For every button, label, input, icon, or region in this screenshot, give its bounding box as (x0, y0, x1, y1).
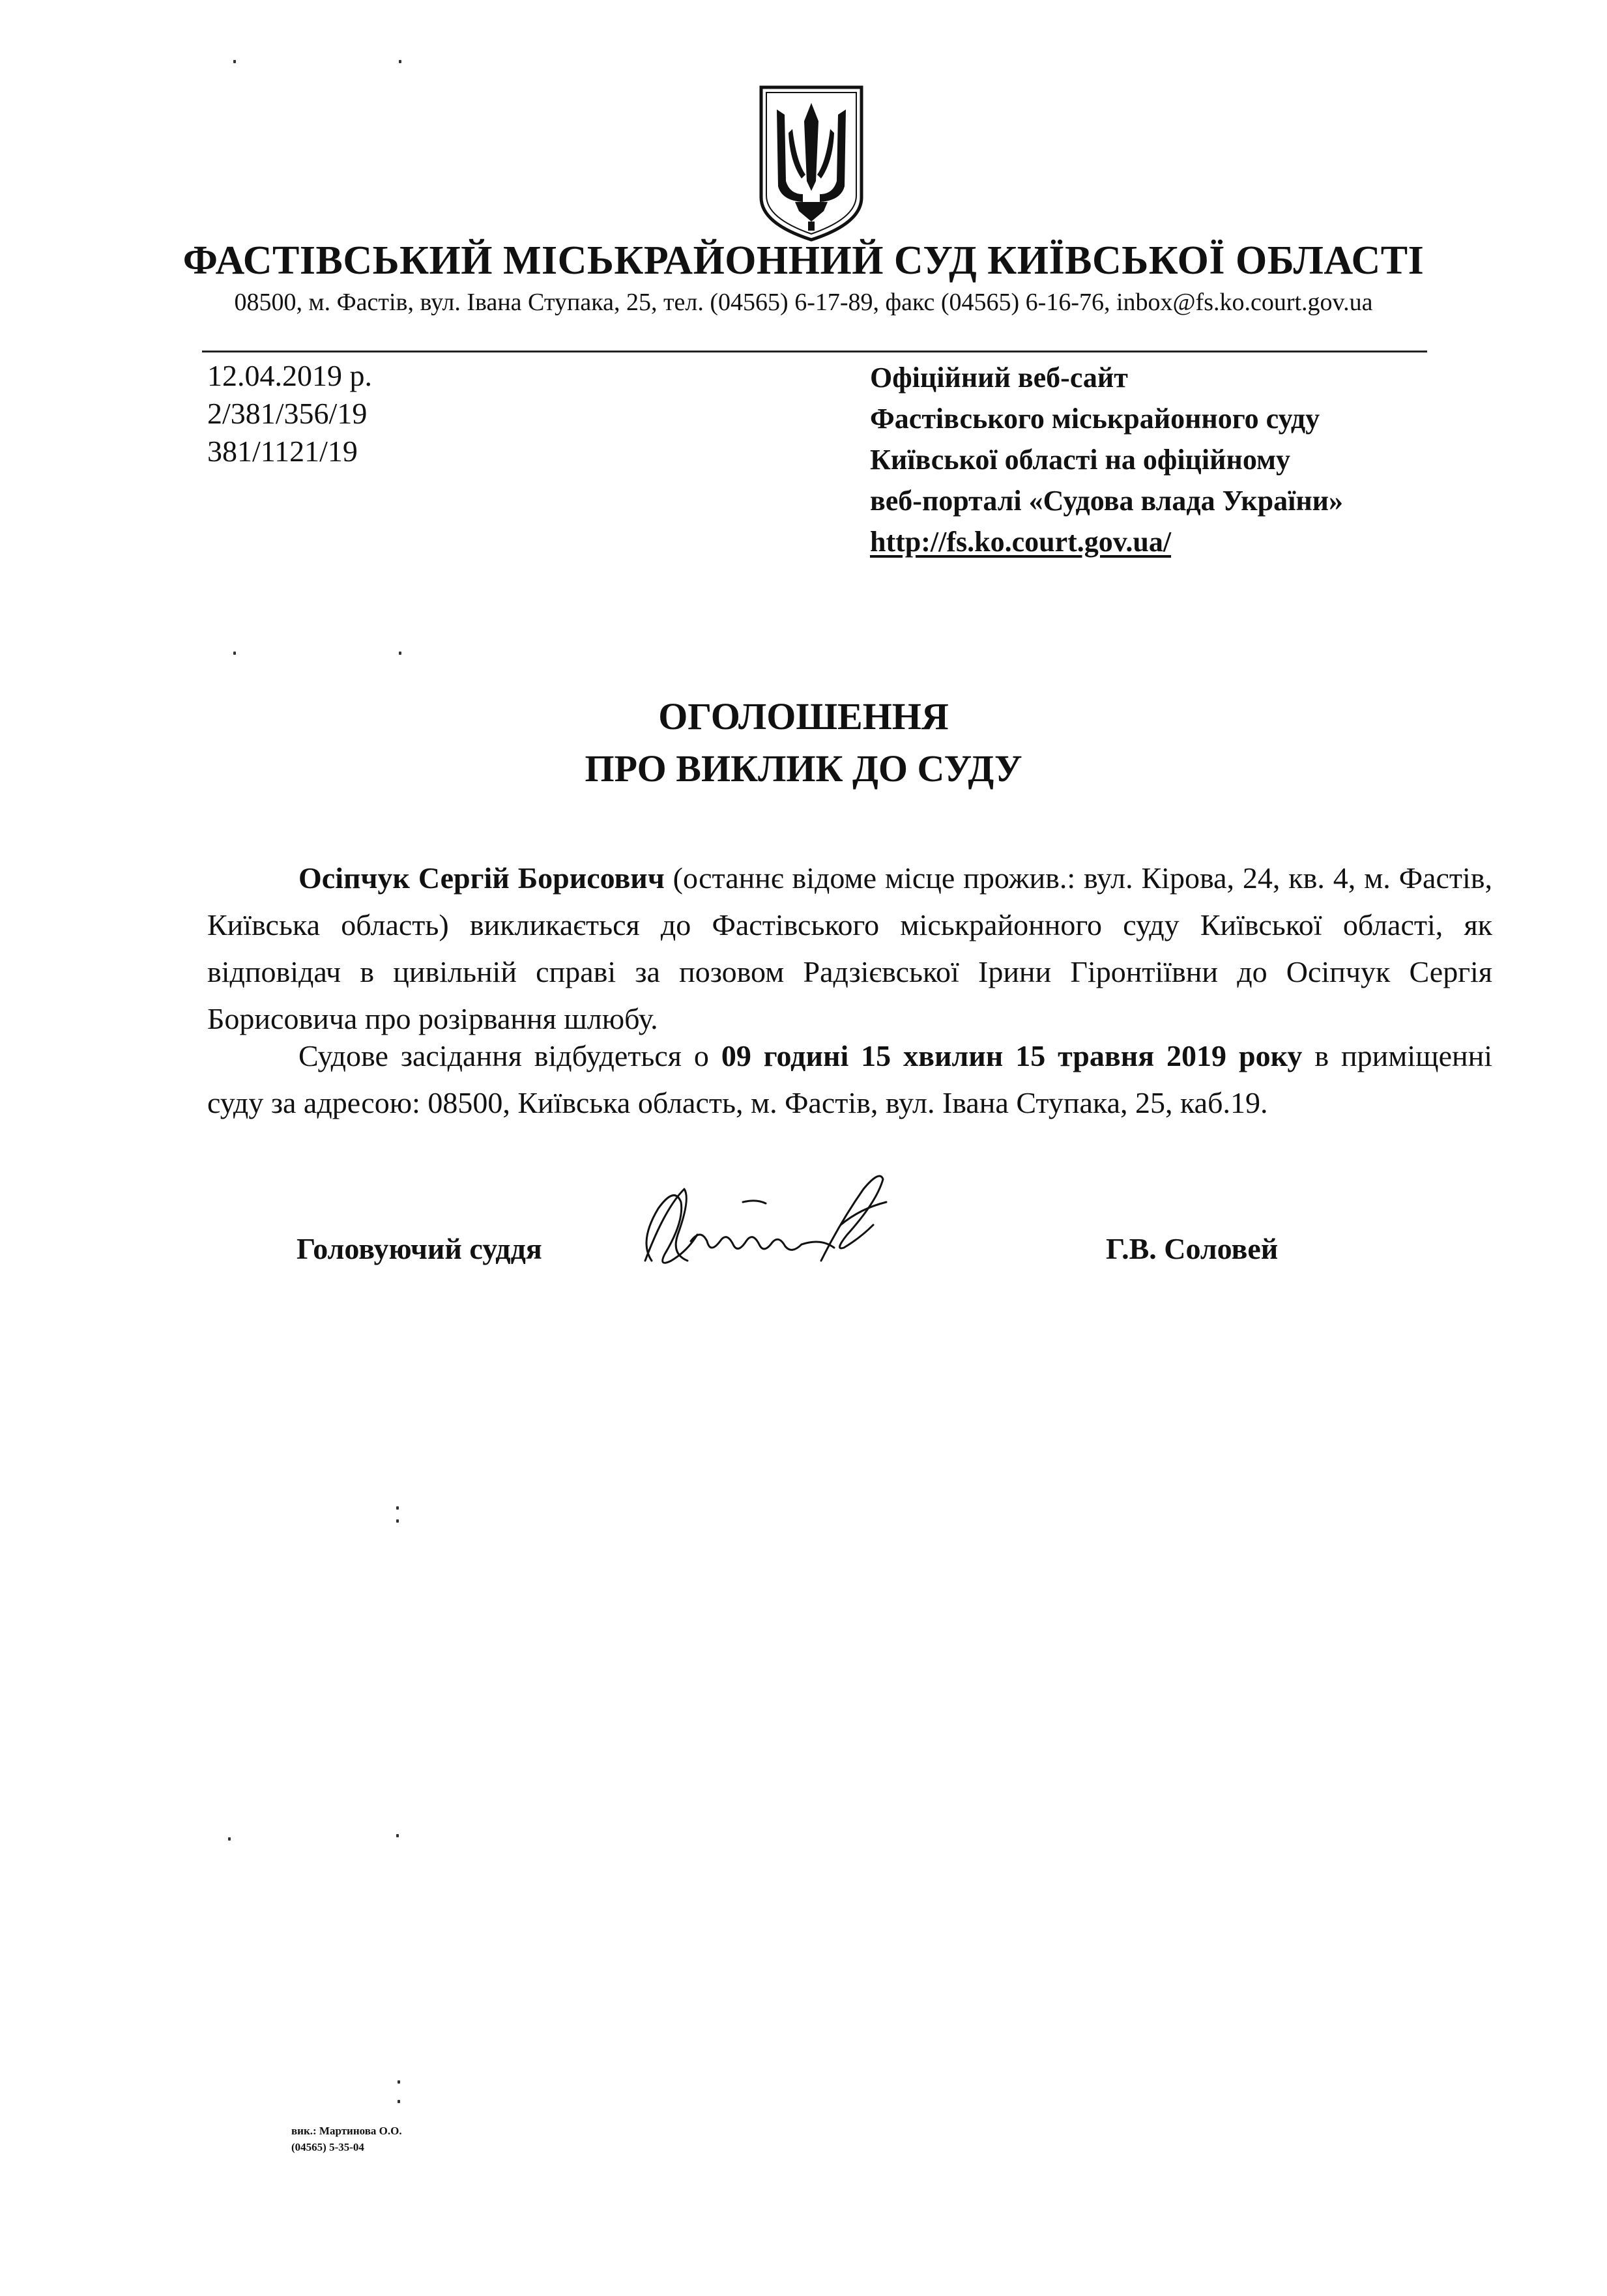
recipient-url-link[interactable]: http://fs.ko.court.gov.ua/ (870, 526, 1172, 558)
summons-text: (останнє відоме місце прожив.: вул. Кірова, 24, кв. 4, м. Фастів, Київська область) викликається до Фастівського міськрайонного суду Київської області, як відповідач в цивільній справі за позовом Радзієвської Ірини Гіронтіївни до Осіпчук Сергія Борисовича про розірвання шлюбу. (207, 861, 1492, 1035)
recipient-block (870, 357, 1343, 562)
hearing-intro: Судове засідання відбудеться о (298, 1039, 721, 1072)
handwritten-signature (626, 1163, 906, 1287)
scan-speck (396, 1834, 399, 1837)
outgoing-metadata (207, 357, 372, 470)
defendant-name: Осіпчук Сергій Борисович (298, 861, 665, 895)
recipient-line: веб-порталі «Судова влада України» (870, 485, 1344, 517)
scan-speck (233, 652, 236, 655)
summons-paragraph (207, 855, 1492, 1042)
executor-footnote (291, 2123, 402, 2155)
judge-name: Г.В. Соловей (1106, 1232, 1279, 1265)
letter-date: 12.04.2019 р. (207, 359, 372, 392)
recipient-line: Фастівського міськрайонного суду (870, 403, 1320, 435)
scan-speck (398, 2080, 400, 2084)
recipient-line: Офіційний веб-сайт (870, 362, 1128, 394)
scan-speck (228, 1837, 231, 1841)
notice-title (0, 691, 1607, 795)
hearing-paragraph (207, 1033, 1492, 1126)
hearing-datetime: 09 годині 15 хвилин 15 травня 2019 року (721, 1039, 1303, 1072)
header-divider (202, 351, 1427, 352)
scan-speck (399, 60, 401, 63)
coat-of-arms-emblem (756, 83, 867, 243)
executor-phone: (04565) 5-35-04 (291, 2141, 364, 2153)
court-address-line: 08500, м. Фастів, вул. Івана Ступака, 25, тел. (04565) 6-17-89, факс (04565) 6-16-76, inbox@fs.ko.court.gov.ua (234, 289, 1373, 316)
case-number: 2/381/356/19 (207, 397, 368, 430)
notice-title-line: ОГОЛОШЕННЯ (658, 695, 949, 738)
scan-speck (399, 652, 401, 655)
recipient-line: Київської області на офіційному (870, 444, 1290, 476)
presiding-judge-label: Головуючий суддя (297, 1232, 542, 1265)
scan-speck (233, 60, 236, 63)
scan-speck (398, 2100, 400, 2103)
scan-speck (396, 1519, 399, 1523)
proceeding-number: 381/1121/19 (207, 435, 358, 468)
court-name-heading: ФАСТІВСЬКИЙ МІСЬКРАЙОННИЙ СУД КИЇВСЬКОЇ ОБЛАСТІ (182, 238, 1425, 283)
scan-speck (396, 1506, 399, 1510)
notice-title-line: ПРО ВИКЛИК ДО СУДУ (585, 747, 1022, 790)
executor-name: вик.: Мартинова О.О. (291, 2125, 402, 2137)
hearing-location: в приміщенні суду за адресою: 08500, Київська область, м. Фастів, вул. Івана Ступака, 25, каб.19. (207, 1039, 1493, 1119)
